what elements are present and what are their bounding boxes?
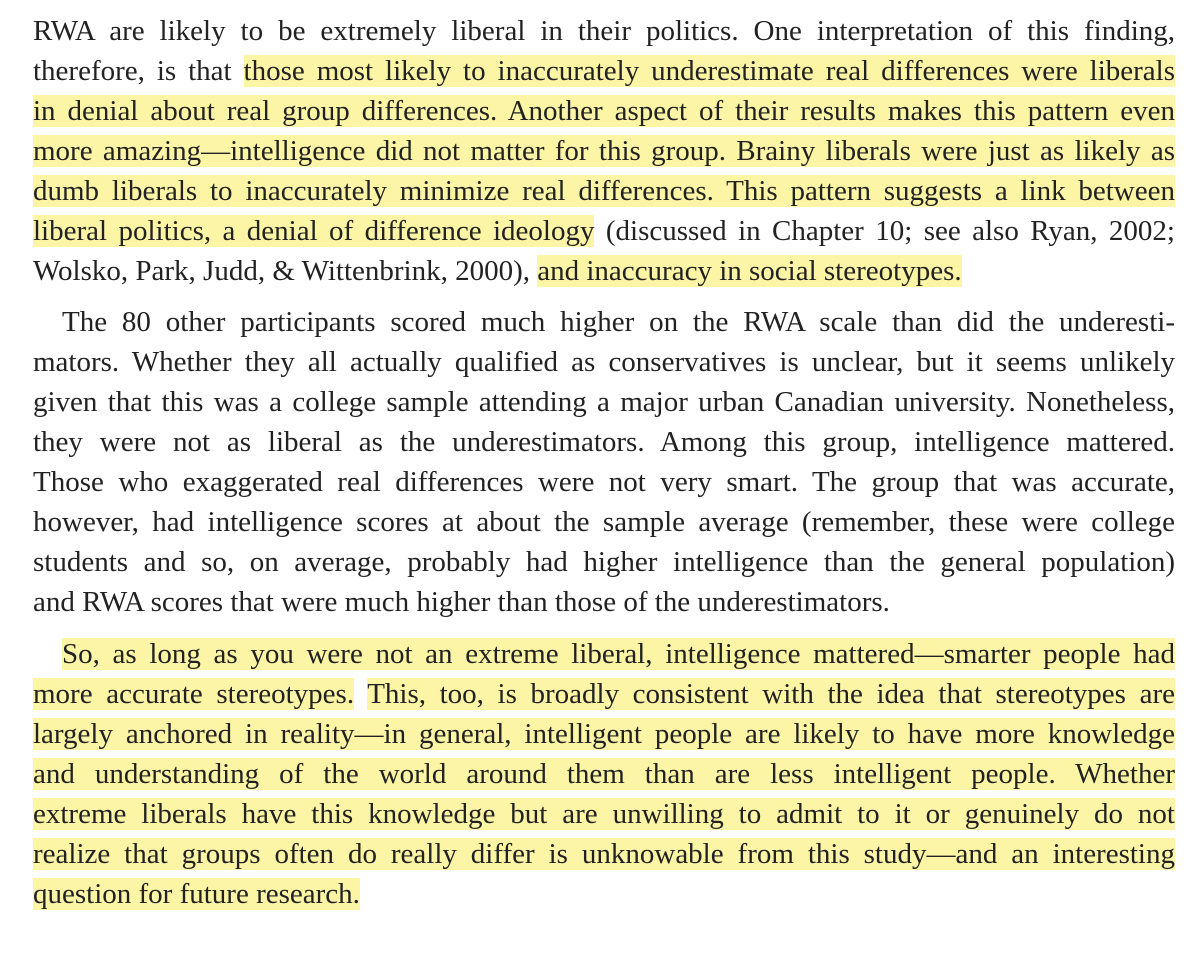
highlighted-text: those most likely to inaccurately underestimate real differences were liberals — [243, 55, 1175, 87]
text-line — [33, 53, 1175, 89]
text-segment: and RWA scores that were much higher than those of the underestimators. — [33, 586, 890, 618]
highlighted-text: liberal politics, a denial of difference ideology — [33, 215, 595, 247]
text-segment: given that this was a college sample attending a major urban Canadian university. Nonetheless, — [33, 386, 1175, 418]
highlighted-text: This, too, is broadly consistent with the idea that stereotypes are — [367, 678, 1175, 710]
text-line — [33, 676, 1175, 712]
text-line — [33, 13, 1175, 49]
text-line — [33, 133, 1175, 169]
text-line — [62, 304, 1175, 340]
highlighted-text: and inaccuracy in social stereotypes. — [537, 255, 962, 287]
highlighted-text: and understanding of the world around them than are less intelligent people. Whether — [33, 758, 1175, 790]
text-segment: (discussed in Chapter 10; see also Ryan, 2002; — [594, 215, 1175, 247]
highlighted-text: realize that groups often do really differ is unknowable from this study—and an interesting — [33, 838, 1175, 870]
cut-off-previous-line — [0, 0, 1200, 8]
text-segment: therefore, is that — [33, 55, 244, 87]
text-line — [33, 384, 1175, 420]
text-line — [33, 836, 1175, 872]
highlighted-text: more amazing—intelligence did not matter for this group. Brainy liberals were just as likely as — [33, 135, 1175, 167]
highlighted-text: dumb liberals to inaccurately minimize real differences. This pattern suggests a link between — [33, 175, 1175, 207]
text-segment: mators. Whether they all actually qualified as conservatives is unclear, but it seems unlikely — [33, 346, 1175, 378]
highlighted-text: largely anchored in reality—in general, intelligent people are likely to have more knowledge — [33, 718, 1175, 750]
text-segment: RWA are likely to be extremely liberal in their politics. One interpretation of this finding, — [33, 15, 1175, 47]
text-line — [33, 344, 1175, 380]
text-line — [33, 756, 1175, 792]
text-segment: The 80 other participants scored much higher on the RWA scale than did the underesti- — [62, 306, 1175, 338]
text-segment: Those who exaggerated real differences were not very smart. The group that was accurate, — [33, 466, 1175, 498]
highlighted-text: question for future research. — [33, 878, 360, 910]
text-line — [62, 636, 1175, 672]
text-segment — [354, 678, 367, 710]
text-segment: students and so, on average, probably had higher intelligence than the general population) — [33, 546, 1175, 578]
text-line — [33, 504, 1175, 540]
text-segment: they were not as liberal as the underestimators. Among this group, intelligence mattered. — [33, 426, 1175, 458]
text-segment: however, had intelligence scores at about the sample average (remember, these were college — [33, 506, 1175, 538]
text-line — [33, 544, 1175, 580]
text-line — [33, 464, 1175, 500]
text-line — [33, 796, 1175, 832]
text-line — [33, 716, 1175, 752]
highlighted-text: So, as long as you were not an extreme liberal, intelligence mattered—smarter people had — [62, 638, 1175, 670]
highlighted-text: more accurate stereotypes. — [33, 678, 355, 710]
text-line — [33, 93, 1175, 129]
text-line — [33, 584, 1175, 620]
text-line — [33, 173, 1175, 209]
text-line — [33, 213, 1175, 249]
text-line — [33, 424, 1175, 460]
text-line — [33, 876, 1175, 912]
text-segment: Wolsko, Park, Judd, & Wittenbrink, 2000), — [33, 255, 538, 287]
highlighted-text: in denial about real group differences. Another aspect of their results makes this pattern even — [33, 95, 1175, 127]
highlighted-text: extreme liberals have this knowledge but are unwilling to admit to it or genuinely do not — [33, 798, 1175, 830]
text-line — [33, 253, 1175, 289]
